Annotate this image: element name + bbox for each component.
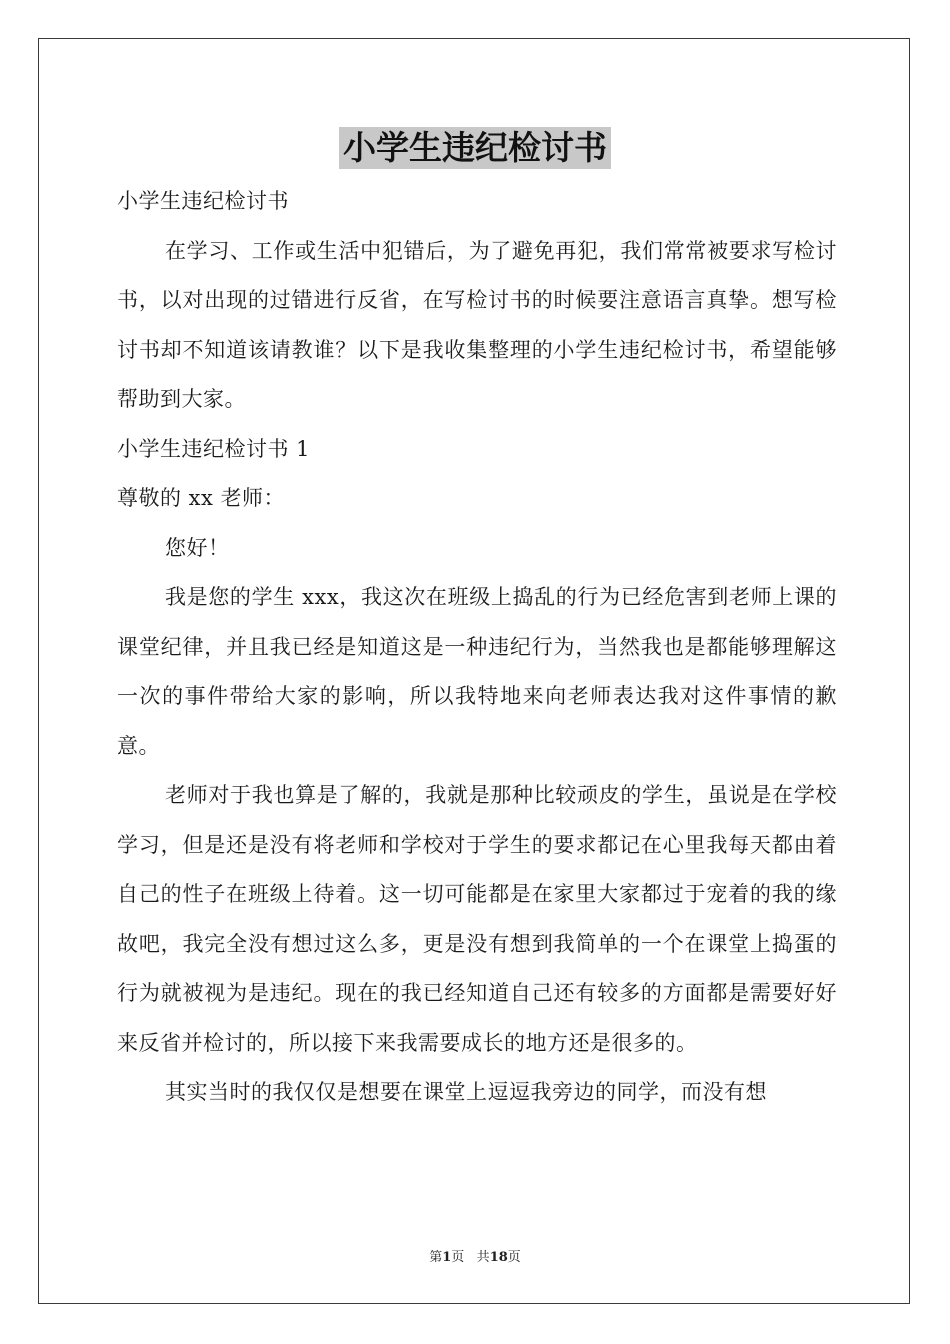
total-pages: 18 bbox=[489, 1250, 508, 1265]
body-paragraph: 其实当时的我仅仅是想要在课堂上逗逗我旁边的同学，而没有想 bbox=[165, 1080, 767, 1104]
document-body bbox=[117, 177, 837, 1118]
page-suffix: 页 bbox=[451, 1250, 465, 1265]
salutation: 尊敬的 xx 老师： bbox=[117, 486, 286, 510]
title-container bbox=[0, 127, 950, 169]
page-number: 1 bbox=[442, 1250, 452, 1265]
greeting: 您好！ bbox=[165, 535, 230, 560]
document-title: 小学生违纪检讨书 bbox=[339, 127, 611, 169]
page-prefix: 第 bbox=[429, 1250, 443, 1265]
section-heading: 小学生违纪检讨书 1 bbox=[117, 436, 311, 461]
intro-paragraph: 在学习、工作或生活中犯错后，为了避免再犯，我们常常被要求写检讨书，以对出现的过错进行反省，在写检讨书的时候要注意语言真挚。想写检讨书却不知道该请教谁？以下是我收集整理的小学生违纪检讨书，希望能够帮助到大家。 bbox=[117, 238, 837, 411]
body-paragraph: 我是您的学生 xxx，我这次在班级上捣乱的行为已经危害到老师上课的课堂纪律，并且我已经是知道这是一种违纪行为，当然我也是都能够理解这一次的事件带给大家的影响，所以我特地来向老师表达我对这件事情的歉意。 bbox=[117, 585, 837, 758]
page-footer bbox=[0, 1246, 950, 1265]
total-suffix: 页 bbox=[507, 1250, 521, 1265]
total-prefix: 共 bbox=[476, 1250, 490, 1265]
subtitle-paragraph: 小学生违纪检讨书 bbox=[117, 189, 289, 213]
body-paragraph: 老师对于我也算是了解的，我就是那种比较顽皮的学生，虽说是在学校学习，但是还是没有将老师和学校对于学生的要求都记在心里我每天都由着自己的性子在班级上待着。这一切可能都是在家里大家都过于宠着的我的缘故吧，我完全没有想过这么多，更是没有想到我简单的一个在课堂上捣蛋的行为就被视为是违纪。现在的我已经知道自己还有较多的方面都是需要好好来反省并检讨的，所以接下来我需要成长的地方还是很多的。 bbox=[117, 783, 837, 1055]
